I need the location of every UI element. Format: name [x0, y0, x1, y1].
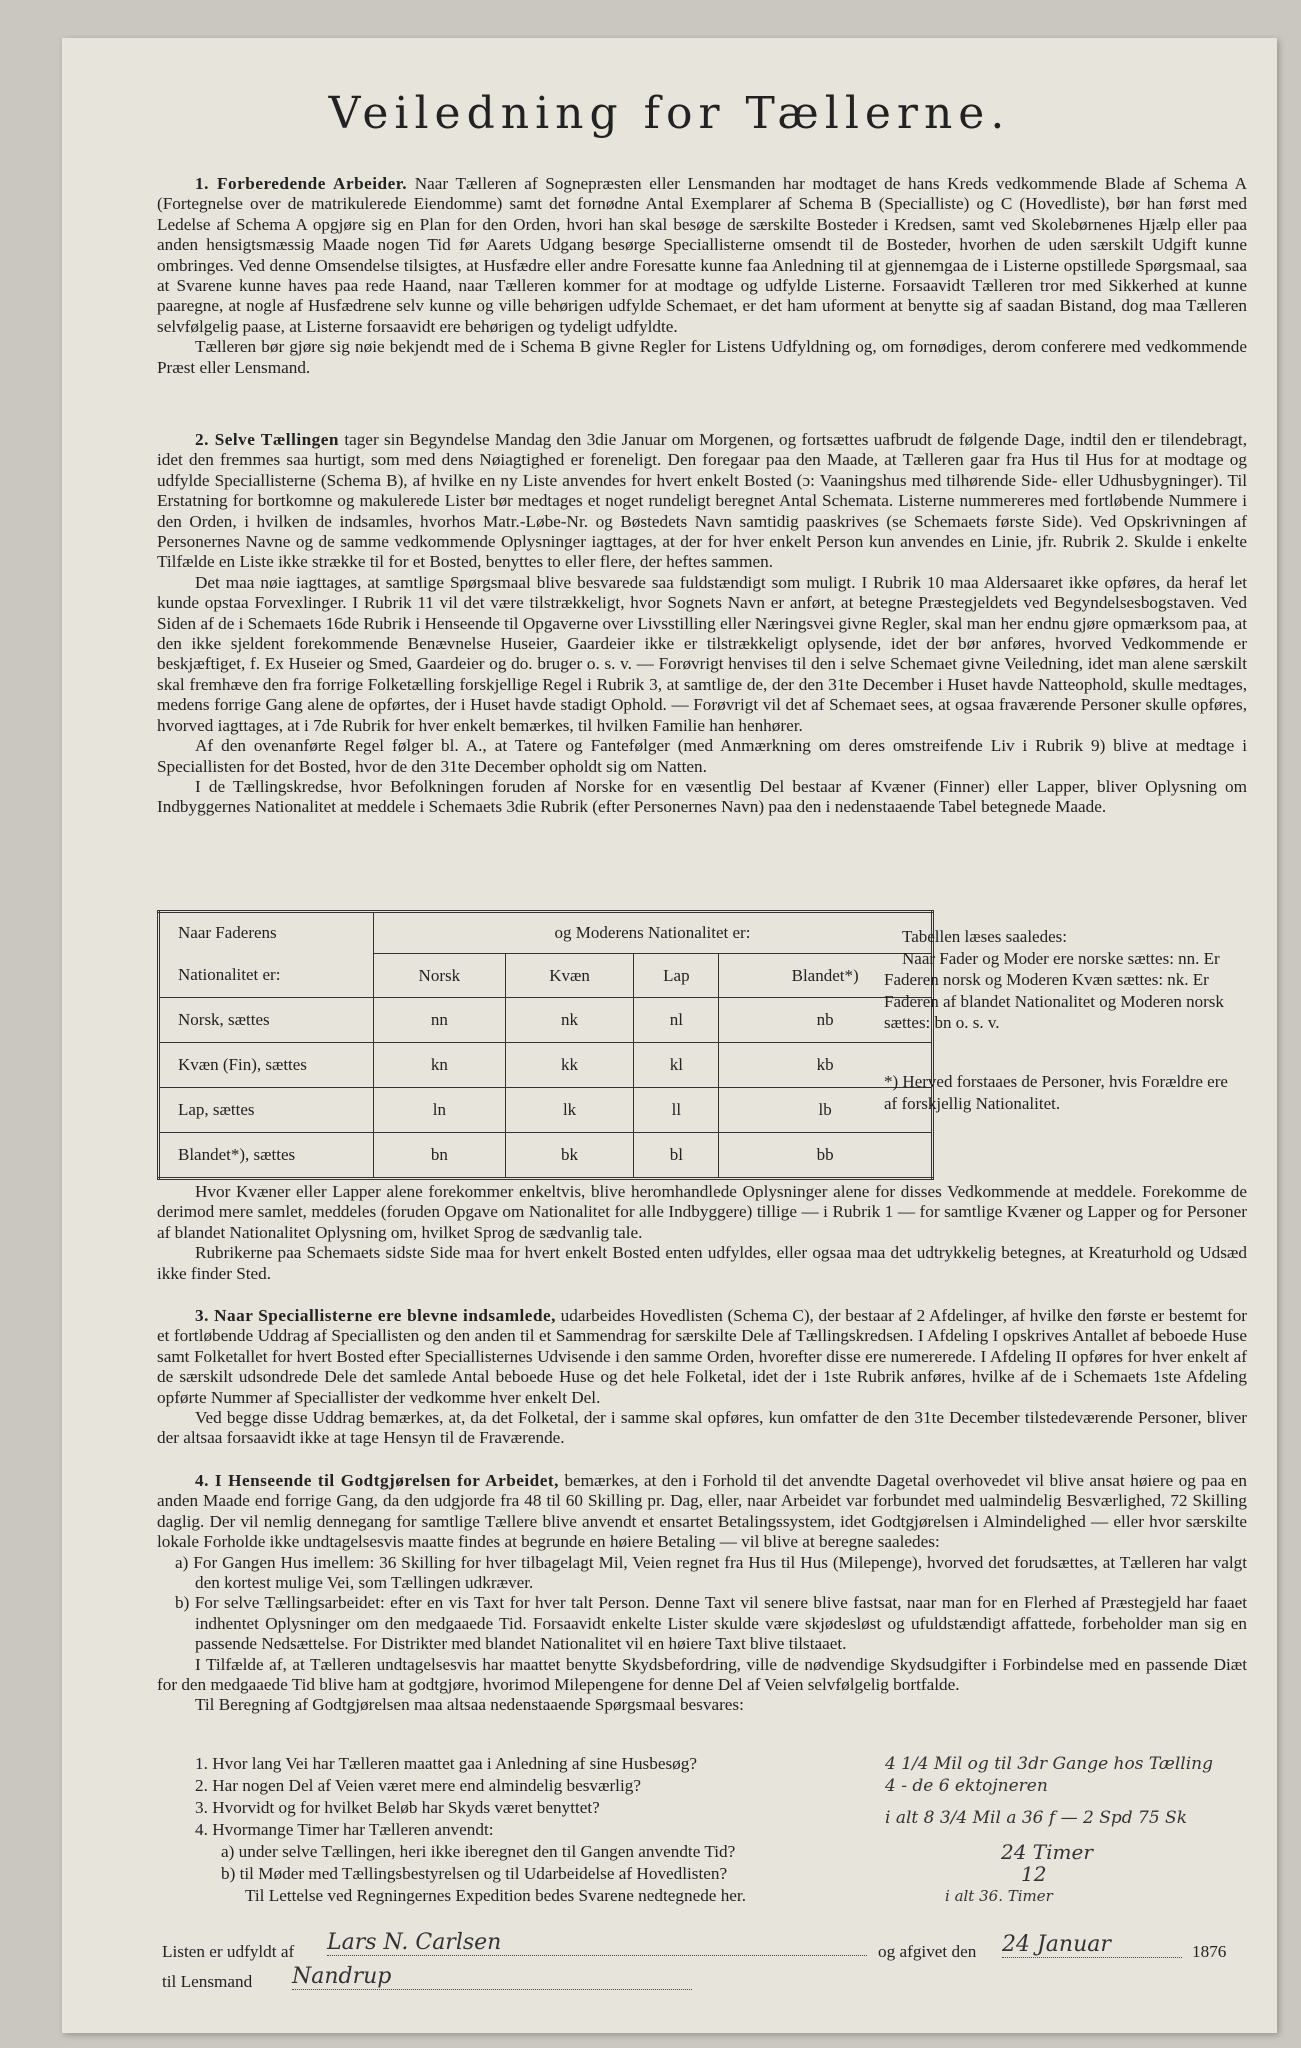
question-text: 2. Har nogen Del af Veien været mere end almindelig besværlig? — [195, 1776, 641, 1795]
document-sheet — [62, 38, 1277, 2033]
side-note-text: Naar Fader og Moder ere norske sættes: nn. Er Faderen norsk og Moderen Kvæn sættes: nk. Er Faderen af blandet Nationalitet og Moderen norsk sættes: bn o. s. v. — [884, 948, 1224, 1032]
col-header-norsk: Norsk — [374, 954, 506, 998]
question-row — [157, 1863, 1247, 1885]
table-cell: kk — [505, 1043, 634, 1088]
col-header-lap: Lap — [634, 954, 719, 998]
table-cell: bl — [634, 1133, 719, 1179]
answer-handwritten[interactable]: 24 Timer — [1001, 1840, 1093, 1864]
question-text: 1. Hvor lang Vei har Tælleren maattet gaa i Anledning af sine Husbesøg? — [195, 1754, 697, 1773]
father-header-2: Nationalitet er: — [159, 954, 374, 998]
table-cell: kn — [374, 1043, 506, 1088]
section-4-a: a) For Gangen Hus imellem: 36 Skilling for hver tilbagelagt Mil, Veien regnet fra Hus til Hus (Milepenge), hvorved det forudsættes, at Tælleren har valgt den kortest mulige Vei, som Tællingen udkræver. — [175, 1552, 1247, 1593]
section-2-text: tager sin Begyndelse Mandag den 3die Januar om Morgenen, og fortsættes uafbrudt de følgende Dage, indtil den er tilendebragt, idet den fremmes saa hurtigt, som med dens Nøiagtighed er foreneligt. Den foregaar paa den Maade, at Tælleren gaar fra Hus til Hus for at modtage og udfylde Speciallisterne (Schema B), af hvilke en ny Liste anvendes for hvert enkelt Bosted (ɔ: Vaaningshus med tilhørende Side- eller Udhusbygninger). Til Erstatning for bortkomne og makulerede Lister bør medtages et noget rundeligt beregnet Antal Schemata. Listerne nummereres med fortløbende Nummere i den Orden, i hvilken de indsamles, hvorhos Matr.-Løbe-Nr. og Bøstedets Navn samtidig paaskrives (se Schemaets første Side). Ved Opskrivningen af Personernes Navne og de samme vedkommende Oplysninger iagttages, at der for hver enkelt Person kun anvendes en Linie, jfr. Rubrik 2. Skulde i enkelte Tilfælde en Liste ikke strække til for et Bosted, benyttes to eller flere, der heftes sammen. — [157, 430, 1248, 572]
table-cell: lk — [505, 1088, 634, 1133]
answer-handwritten[interactable]: 12 — [1021, 1862, 1047, 1886]
section-4-heading: 4. I Henseende til Godtgjørelsen for Arbeidet, — [195, 1471, 559, 1490]
section-2b-text2: Rubrikerne paa Schemaets sidste Side maa for hvert enkelt Bosted enten udfyldes, eller ogsaa maa det udtrykkelig betegnes, at Kreaturhold og Udsæd ikke finder Sted. — [157, 1243, 1247, 1283]
question-text: 4. Hvormange Timer har Tælleren anvendt: — [195, 1820, 494, 1839]
section-4-text2: I Tilfælde af, at Tælleren undtagelsesvis har maattet benytte Skydsbefordring, ville de nødvendige Skydsudgifter i Forbindelse med en passende Diæt for den medgaaede Tid blive ham at godtgjøre, hvorimod Milepengene for denne Del af Veien selvfølgelig bortfalde. — [157, 1654, 1247, 1695]
answer-handwritten[interactable]: 4 - de 6 ektojneren — [885, 1776, 1048, 1796]
listen-value-handwritten[interactable]: Lars N. Carlsen — [327, 1930, 867, 1956]
section-1-text2: Tælleren bør gjøre sig nøie bekjendt med de i Schema B givne Regler for Listens Udfyldning og, om fornødiges, derom conferere med vedkommende Præst eller Lensmand. — [157, 337, 1247, 377]
section-2-text2: Det maa nøie iagttages, at samtlige Spørgsmaal blive besvarede saa fuldstændigt som muligt. I Rubrik 10 maa Aldersaaret ikke opføres, da heraf let kunde opstaa Forvexlinger. I Rubrik 11 vil det være tilstrækkeligt, hvor Sognets Navn er anført, at betegne Præstegjeldets ved Begyndelsesbogstaven. Ved Siden af de i Schemaets 16de Rubrik i Henseende til Opgaverne over Livsstilling eller Næringsvei givne Regler, skal man her endnu gjøre opmærksom paa, at den ikke sjeldent forekommende Benævnelse Huseier, Gaardeier ikke er tilstrækkeligt oplysende, idet der bør anføres, hvorved Vedkommende er beskjæftiget, f. Ex Huseier og Smed, Gaardeier og do. bruger o. s. v. — Forøvrigt henvises til den i selve Schemaet givne Veiledning, idet man alene særskilt skal fremhæve den fra forrige Folketælling forskjellige Regel i Rubrik 3, at samtlige de, der den 31te December i Huset havde Natteophold, skulle medtages, medens forrige Gang alene de opførtes, der i Huset havde stadigt Ophold. — Forøvrigt vil det af Schemaet sees, at ogsaa fraværende Personer skulle opføres, hvorved iagttages, at i 7de Rubrik for hver enkelt bemærkes, til hvilken Familie han henhører. — [157, 572, 1247, 735]
table-cell: ln — [374, 1088, 506, 1133]
row-label-lap: Lap, sættes — [159, 1088, 374, 1133]
page-title: Veiledning for Tællerne. — [328, 88, 1011, 139]
afgivet-label: og afgivet den — [878, 1942, 977, 1961]
answer-handwritten[interactable]: 4 1/4 Mil og til 3dr Gange hos Tælling — [885, 1754, 1213, 1774]
mother-header: og Moderens Nationalitet er: — [374, 912, 933, 954]
closing-row — [157, 1885, 1247, 1907]
section-1-heading: 1. Forberedende Arbeider. — [195, 174, 408, 193]
year-label: 1876 — [1192, 1942, 1227, 1961]
section-2-text4: I de Tællingskredse, hvor Befolkningen foruden af Norske for en væsentlig Del bestaar af Kvæner (Finner) eller Lapper, bliver Oplysning om Indbyggernes Nationalitet at meddele i Schemaets 3die Rubrik (efter Personernes Navn) paa den i nedenstaaende Tabel betegnede Maade. — [157, 776, 1247, 817]
question-row — [157, 1753, 1247, 1775]
table-cell: nk — [505, 998, 634, 1043]
section-3-heading: 3. Naar Speciallisterne ere blevne indsamlede, — [195, 1306, 556, 1325]
questions-list — [157, 1753, 1247, 1907]
question-row — [157, 1797, 1247, 1828]
closing-text: Til Lettelse ved Regningernes Expedition bedes Svarene nedtegnede her. — [245, 1886, 747, 1905]
lensmand-value-handwritten[interactable]: Nandrup — [292, 1964, 692, 1990]
table-cell: kb — [719, 1043, 933, 1088]
table-side-note — [884, 926, 1234, 1034]
table-cell: ll — [634, 1088, 719, 1133]
section-1 — [157, 174, 1247, 378]
table-cell: lb — [719, 1088, 933, 1133]
row-label-kvaen: Kvæn (Fin), sættes — [159, 1043, 374, 1088]
side-note-heading: Tabellen læses saaledes: — [902, 927, 1067, 946]
question-text: 3. Hvorvidt og for hvilket Beløb har Skyds været benyttet? — [195, 1798, 600, 1817]
signature-line-2 — [162, 1966, 1252, 1996]
section-2 — [157, 430, 1247, 818]
nationality-table — [157, 910, 934, 1180]
table-cell: bk — [505, 1133, 634, 1179]
table-footnote: *) Herved forstaaes de Personer, hvis Forældre ere af forskjellig Nationalitet. — [884, 1072, 1228, 1113]
margin-note-handwritten: i alt 36. Timer — [945, 1887, 1053, 1905]
section-3 — [157, 1306, 1247, 1449]
section-4-text3: Til Beregning af Godtgjørelsen maa altsaa nedenstaaende Spørgsmaal besvares: — [195, 1695, 744, 1715]
section-2-heading: 2. Selve Tællingen — [195, 430, 339, 449]
row-label-norsk: Norsk, sættes — [159, 998, 374, 1043]
question-row — [157, 1841, 1247, 1863]
table-cell: bn — [374, 1133, 506, 1179]
table-cell: kl — [634, 1043, 719, 1088]
question-row — [157, 1775, 1247, 1797]
section-4 — [157, 1471, 1247, 1716]
question-text: a) under selve Tællingen, heri ikke iberegnet den til Gangen anvendte Tid? — [221, 1842, 736, 1861]
answer-handwritten[interactable]: i alt 8 3/4 Mil a 36 f — 2 Spd 75 Sk — [885, 1808, 1188, 1828]
section-2-continued — [157, 1182, 1247, 1284]
section-1-text: Naar Tælleren af Sognepræsten eller Lensmanden har modtaget de hans Kreds vedkommende Blade af Schema A (Fortegnelse over de matrikulerede Eiendomme) samt det fornødne Antal Exemplarer af Schema B (Specialliste) og C (Hovedliste), bør han først med Ledelse af Schema A opgjøre sig en Plan for den Orden, hvori han skal besøge de særskilte Bosteder i Kredsen, samt ved Skolebørnenes Hjælp eller paa anden hensigtsmæssig Maade nogen Tid før Aarets Udgang besørge Speciallisterne omsendt til de Bosteder, hvorhen de uden særskilt Udgift kunne ombringes. Ved denne Omsendelse tilsigtes, at Husfædre eller andre Foresatte kunne faa Anledning til at gjennemgaa de i Listerne opstillede Spørgsmaal, saa at Svarene kunne haves paa rede Haand, naar Tælleren kommer for at modtage og udfylde Listerne. Forsaavidt Tælleren tror med Sikkerhed at kunne paaregne, at nogle af Husfædrene selv kunne og ville behørigen udfylde Schemaet, er det ham uforment at benytte sig af saadan Bistand, dog maa Tælleren selvfølgelig paase, at Listerne forsaavidt ere behørigen og tydeligt udfyldte. — [157, 174, 1247, 336]
section-2-text3: Af den ovenanførte Regel følger bl. A., at Tatere og Fantefølger (med Anmærkning om deres omstreifende Liv i Rubrik 9) blive at medtage i Speciallisten for det Bosted, hvor de den 31te December opholdt sig om Natten. — [157, 736, 1247, 776]
question-text: b) til Møder med Tællingsbestyrelsen og til Udarbeidelse af Hovedlisten? — [221, 1864, 728, 1883]
row-label-blandet: Blandet*), sættes — [159, 1133, 374, 1179]
lensmand-label: til Lensmand — [162, 1972, 253, 1991]
col-header-kvaen: Kvæn — [505, 954, 634, 998]
table-cell: nl — [634, 998, 719, 1043]
afgivet-value-handwritten[interactable]: 24 Januar — [1002, 1932, 1182, 1958]
father-header-1: Naar Faderens — [159, 912, 374, 954]
section-4-text: bemærkes, at den i Forhold til det anvendte Dagetal overhovedet vil blive ansat høiere og paa en anden Maade end forrige Gang, da den udgjorde fra 48 til 60 Skilling pr. Dag, eller, naar Arbeidet var forbundet med ualmindelig Besværlighed, 72 Skilling daglig. Der vil nemlig dennegang for samtlige Tællere blive anvendt et ensartet Betalingssystem, idet Godtgjørelsen i Almindelighed — eller hvor særskilte lokale Forholde ikke undtagelsesvis maatte findes at begrunde en høiere Betaling — vil blive at beregne saaledes: — [157, 1471, 1248, 1552]
table-cell: nb — [719, 998, 933, 1043]
col-header-blandet: Blandet*) — [719, 954, 933, 998]
table-cell: bb — [719, 1133, 933, 1179]
section-4-b: b) For selve Tællingsarbeidet: efter en vis Taxt for hver talt Person. Denne Taxt vil senere blive fastsat, naar man for en Flerhed af Præstegjeld har faaet indhentet Oplysninger om den medgaaede Tid. Forsaavidt enkelte Lister skulde være skjødesløst og ufuldstændigt affattede, forbeholder man sig en passende Nedsættelse. For Distrikter med blandet Nationalitet vil en høiere Taxt blive tilstaaet. — [175, 1593, 1247, 1654]
section-3-text2: Ved begge disse Uddrag bemærkes, at, da det Folketal, der i samme skal opføres, kun omfatter de den 31te December tilstedeværende Personer, bliver der altsaa forsaavidt ikke at tage Hensyn til de Fraværende. — [157, 1408, 1247, 1448]
listen-label: Listen er udfyldt af — [162, 1942, 295, 1961]
section-3-text: udarbeides Hovedlisten (Schema C), der bestaar af 2 Afdelinger, af hvilke den første er bestemt for et fortløbende Uddrag af Speciallisten og den anden til et Sammendrag for særskilte Dele af Tællingskredsen. I Afdeling I opskrives Antallet af beboede Huse samt Folketallet for hvert Bosted efter Speciallisternes Udvisende i den samme Orden, hvorefter disse ere numererede. I Afdeling II opføres for hver enkelt af de særskilt udsondrede Dele det samlede Antal beboede Huse og det hele Folketal, idet der i 1ste Rubrik anføres, hvilke af de i Schemaets 1ste Afdeling opførte Nummer af Speciallister der vedkomme hver enkelt Del. — [157, 1306, 1248, 1407]
table-cell: nn — [374, 998, 506, 1043]
section-2b-text1: Hvor Kvæner eller Lapper alene forekommer enkeltvis, blive heromhandlede Oplysninger alene for disses Vedkommende at meddele. Forekomme de derimod mere samlet, meddeles (foruden Opgave om Nationalitet for alle Indbyggere) tillige — i Rubrik 1 — for samtlige Kvæner og Lapper og for Personer af blandet Nationalitet Oplysning om, hvilket Sprog de sædvanlig tale. — [157, 1182, 1247, 1242]
signature-line-1 — [162, 1930, 1252, 1966]
